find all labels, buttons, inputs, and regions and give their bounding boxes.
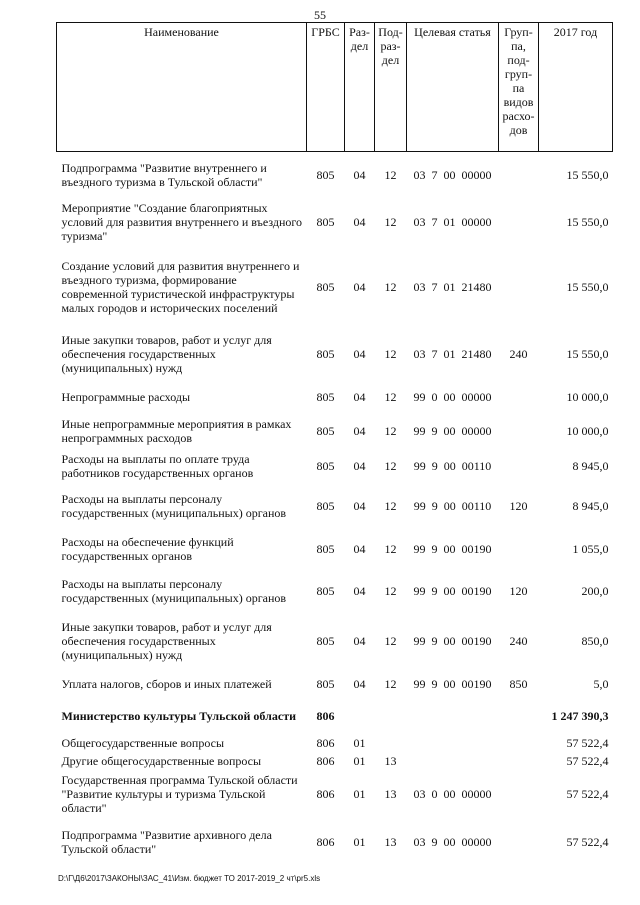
row-group [499,152,539,199]
row-razdel: 04 [353,215,366,229]
table-row [57,152,613,199]
row-group [499,770,539,818]
row-name: Создание условий для развития внутреннего и въездного туризма, формирование современной туристической инфраструктуры малых городов и исторических поселений [61,259,300,315]
row-name: Иные закупки товаров, работ и услуг для обеспечения государственных (муниципальных) нужд [61,620,272,662]
row-name: Другие общегосударственные вопросы [61,754,262,768]
table-row [57,380,613,414]
row-name: Расходы на выплаты по оплате труда работников государственных органов [61,452,254,480]
row-amount: 1 247 390,3 [551,709,609,723]
header-razdel: Раз- дел [345,23,375,152]
row-amount: 8 945,0 [572,459,609,473]
table-body [57,152,613,867]
row-target: 99 9 00 00190 [413,677,492,691]
header-year: 2017 год [539,23,613,152]
row-grbs: 805 [316,347,335,361]
row-razdel: 04 [353,424,366,438]
row-razdel: 04 [353,390,366,404]
table-row [57,612,613,670]
row-razdel: 04 [353,677,366,691]
row-podrazdel: 12 [384,634,397,648]
row-name: Непрограммные расходы [61,390,191,404]
row-grbs: 806 [316,835,335,849]
row-group [499,246,539,328]
row-grbs: 805 [316,168,335,182]
row-amount: 200,0 [581,584,609,598]
table-row [57,414,613,448]
row-razdel: 01 [353,736,366,750]
row-podrazdel: 12 [384,215,397,229]
table-row [57,570,613,612]
row-podrazdel: 12 [384,499,397,513]
row-group [499,698,539,734]
row-amount: 57 522,4 [566,835,609,849]
row-group: 240 [509,347,528,361]
row-podrazdel: 13 [384,835,397,849]
row-podrazdel: 12 [384,347,397,361]
row-razdel: 04 [353,168,366,182]
row-target [407,698,499,734]
row-group [499,528,539,570]
row-target: 03 9 00 00000 [413,835,492,849]
table-row [57,448,613,484]
row-amount: 15 550,0 [566,280,609,294]
row-name: Мероприятие "Создание благоприятных условий для развития внутреннего и въездного туризма" [61,201,303,243]
header-group: Груп- па, под- груп- па видов расхо- дов [499,23,539,152]
row-grbs: 806 [316,709,335,723]
row-grbs: 805 [316,390,335,404]
row-grbs: 805 [316,280,335,294]
row-razdel: 04 [353,634,366,648]
table-header-row [57,23,613,152]
row-group [499,734,539,752]
row-name: Общегосударственные вопросы [61,736,225,750]
table-row [57,734,613,752]
row-razdel: 04 [353,459,366,473]
row-target: 99 9 00 00110 [413,459,492,473]
row-group [499,414,539,448]
row-name: Иные непрограммные мероприятия в рамках непрограммных расходов [61,417,292,445]
table-row [57,670,613,698]
row-group [499,818,539,866]
page-number: 55 [314,8,326,22]
row-razdel: 04 [353,542,366,556]
row-podrazdel: 12 [384,459,397,473]
row-group: 240 [509,634,528,648]
row-group [499,752,539,770]
row-grbs: 805 [316,542,335,556]
row-razdel: 04 [353,499,366,513]
row-razdel: 04 [353,584,366,598]
row-amount: 15 550,0 [566,168,609,182]
table-row [57,246,613,328]
table-row [57,698,613,734]
table-row [57,770,613,818]
row-grbs: 805 [316,424,335,438]
row-name: Подпрограмма "Развитие внутреннего и въездного туризма в Тульской области" [61,161,267,189]
row-target [407,752,499,770]
row-name: Расходы на выплаты персоналу государственных (муниципальных) органов [61,577,287,605]
header-target: Целевая статья [407,23,499,152]
table-row [57,818,613,866]
row-podrazdel: 12 [384,542,397,556]
row-name: Уплата налогов, сборов и иных платежей [61,677,272,691]
row-group [499,448,539,484]
row-amount: 15 550,0 [566,347,609,361]
table-row [57,484,613,528]
row-grbs: 805 [316,677,335,691]
row-name: Министерство культуры Тульской области [61,709,297,723]
row-target: 99 9 00 00190 [413,584,492,598]
row-amount: 10 000,0 [566,424,609,438]
row-group [499,380,539,414]
budget-table [56,22,613,866]
row-amount: 10 000,0 [566,390,609,404]
row-name: Иные закупки товаров, работ и услуг для обеспечения государственных (муниципальных) нужд [61,333,272,375]
row-name: Государственная программа Тульской области "Развитие культуры и туризма Тульской области" [61,773,298,815]
row-target: 99 9 00 00190 [413,634,492,648]
row-target: 99 9 00 00000 [413,424,492,438]
row-amount: 8 945,0 [572,499,609,513]
row-group: 120 [509,584,528,598]
header-name: Наименование [57,23,307,152]
row-razdel: 04 [353,347,366,361]
row-target: 03 7 00 00000 [413,168,492,182]
row-podrazdel: 12 [384,677,397,691]
row-name: Расходы на выплаты персоналу государственных (муниципальных) органов [61,492,287,520]
file-path-footer: D:\Г\Д6\2017\ЗАКОНЫ\ЗАС_41\Изм. бюджет ТО 2017-2019_2 чт\pr5.xls [58,874,321,883]
row-target: 03 0 00 00000 [413,787,492,801]
table-row [57,528,613,570]
row-target [407,734,499,752]
row-podrazdel: 12 [384,584,397,598]
row-razdel: 04 [353,280,366,294]
row-razdel: 01 [353,787,366,801]
row-name: Расходы на обеспечение функций государственных органов [61,535,234,563]
row-amount: 5,0 [593,677,609,691]
row-grbs: 805 [316,459,335,473]
row-podrazdel [375,734,407,752]
row-razdel: 01 [353,754,366,768]
row-group: 850 [509,677,528,691]
row-grbs: 805 [316,634,335,648]
header-podrazdel: Под- раз- дел [375,23,407,152]
row-podrazdel [375,698,407,734]
row-target: 99 0 00 00000 [413,390,492,404]
row-amount: 850,0 [581,634,609,648]
row-target: 03 7 01 00000 [413,215,492,229]
row-podrazdel: 12 [384,280,397,294]
row-amount: 57 522,4 [566,736,609,750]
row-target: 99 9 00 00110 [413,499,492,513]
table-row [57,198,613,246]
row-group: 120 [509,499,528,513]
row-target: 99 9 00 00190 [413,542,492,556]
row-target: 03 7 01 21480 [413,347,492,361]
row-amount: 57 522,4 [566,787,609,801]
row-podrazdel: 13 [384,787,397,801]
row-name: Подпрограмма "Развитие архивного дела Тульской области" [61,828,272,856]
row-podrazdel: 12 [384,424,397,438]
row-podrazdel: 12 [384,390,397,404]
row-podrazdel: 12 [384,168,397,182]
row-amount: 57 522,4 [566,754,609,768]
row-podrazdel: 13 [384,754,397,768]
row-grbs: 805 [316,215,335,229]
row-amount: 15 550,0 [566,215,609,229]
row-target: 03 7 01 21480 [413,280,492,294]
table-row [57,752,613,770]
row-amount: 1 055,0 [572,542,609,556]
row-grbs: 806 [316,754,335,768]
row-razdel [345,698,375,734]
header-grbs: ГРБС [307,23,345,152]
row-grbs: 806 [316,736,335,750]
row-grbs: 805 [316,499,335,513]
row-grbs: 805 [316,584,335,598]
row-razdel: 01 [353,835,366,849]
row-group [499,198,539,246]
table-row [57,328,613,380]
row-grbs: 806 [316,787,335,801]
